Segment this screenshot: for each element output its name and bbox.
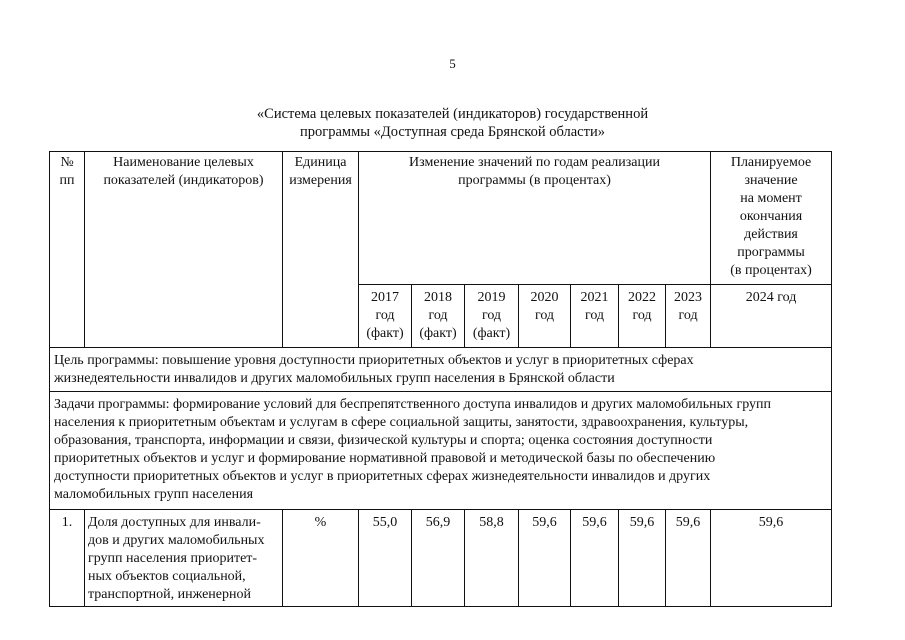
header-plan-line-2: значение	[744, 173, 798, 188]
year-fact: (факт)	[472, 326, 511, 341]
indicator-name-line-1: Доля доступных для инвали-	[88, 515, 261, 530]
value-2017: 55,0	[359, 510, 412, 607]
year-fact: (факт)	[419, 326, 457, 341]
value-2019: 58,8	[465, 510, 519, 607]
goal-text	[50, 348, 832, 392]
header-plan-line-4: окончания	[739, 209, 803, 224]
value-2018: 56,9	[412, 510, 465, 607]
header-name-line-1: Наименование целевых	[113, 155, 254, 170]
goal-line-1: Цель программы: повышение уровня доступности приоритетных объектов и услуг в приоритетных сферах	[54, 353, 694, 368]
year-word: год	[678, 308, 698, 323]
year-label: 2021	[580, 290, 609, 305]
year-2022	[619, 285, 666, 348]
header-unit-line-2: измерения	[289, 173, 352, 188]
header-plan-line-5: действия	[744, 227, 798, 242]
document-title	[0, 105, 905, 141]
header-unit-line-1: Единица	[294, 155, 347, 170]
indicators-table	[49, 151, 832, 607]
header-plan-line-3: на момент	[740, 191, 802, 206]
year-word: год	[534, 308, 555, 323]
header-unit	[283, 152, 359, 348]
table-row	[50, 510, 832, 607]
value-2024-final: 59,6	[711, 510, 832, 607]
year-label: 2022	[628, 290, 656, 305]
tasks-line-2: населения к приоритетным объектам и услугам в сфере социальной защиты, занятости, здравоохранения, культуры,	[54, 415, 749, 430]
year-label: 2020	[530, 290, 559, 305]
tasks-line-1: Задачи программы: формирование условий для беспрепятственного доступа инвалидов и других маломобильных групп	[54, 397, 772, 412]
value-2023: 59,6	[666, 510, 711, 607]
goal-row	[50, 348, 832, 392]
unit-cell: %	[283, 510, 359, 607]
year-2019	[465, 285, 519, 348]
value-2022: 59,6	[619, 510, 666, 607]
header-plan-line-7: (в процентах)	[730, 263, 812, 278]
year-2018	[412, 285, 465, 348]
indicator-name-line-4: ных объектов социальной,	[88, 569, 246, 584]
value-2021: 59,6	[571, 510, 619, 607]
year-word: год	[632, 308, 652, 323]
year-label: 2019	[477, 290, 506, 305]
year-label: 2018	[424, 290, 452, 305]
tasks-line-5: доступности приоритетных объектов и услуг в приоритетных сферах жизнедеятельности инвалидов и других	[54, 469, 711, 484]
header-change-line-2: программы (в процентах)	[458, 173, 611, 188]
value-2020: 59,6	[519, 510, 571, 607]
title-line-1: «Система целевых показателей (индикаторов) государственной	[256, 106, 649, 122]
year-2017	[359, 285, 412, 348]
tasks-row	[50, 392, 832, 510]
goal-line-2: жизнедеятельности инвалидов и других маломобильных групп населения в Брянской области	[54, 371, 615, 386]
year-2020	[519, 285, 571, 348]
header-name	[85, 152, 283, 348]
title-line-2: программы «Доступная среда Брянской области»	[300, 124, 605, 140]
indicator-name-line-2: дов и других маломобильных	[88, 533, 265, 548]
header-name-line-2: показателей (индикаторов)	[103, 173, 264, 188]
header-no: № пп	[50, 152, 85, 348]
header-row-1	[50, 152, 832, 285]
header-plan-line-1: Планируемое	[730, 155, 812, 170]
page-number: 5	[449, 56, 456, 71]
year-word: год	[428, 308, 448, 323]
year-word: год	[375, 308, 395, 323]
indicator-name-line-5: транспортной, инженерной	[88, 587, 251, 602]
tasks-text	[50, 392, 832, 510]
tasks-line-6: маломобильных групп населения	[54, 487, 254, 502]
year-fact: (факт)	[366, 326, 404, 341]
year-word: год	[481, 308, 502, 323]
year-2021	[571, 285, 619, 348]
year-2024-final: 2024 год	[711, 285, 832, 348]
tasks-line-4: приоритетных объектов и услуг и формирование нормативной правовой и методической базы по обеспечению	[54, 451, 716, 466]
tasks-line-3: образования, транспорта, информации и связи, физической культуры и спорта; оценка состояния доступности	[54, 433, 713, 448]
year-label: 2017	[371, 290, 399, 305]
header-plan-line-6: программы	[737, 245, 805, 260]
row-number: 1.	[50, 510, 85, 607]
header-change-line-1: Изменение значений по годам реализации	[409, 155, 660, 170]
year-word: год	[584, 308, 605, 323]
year-2023	[666, 285, 711, 348]
indicator-name	[85, 510, 283, 607]
header-plan	[711, 152, 832, 285]
indicator-name-line-3: групп населения приоритет-	[88, 551, 258, 566]
header-change	[359, 152, 711, 285]
year-label: 2023	[674, 290, 703, 305]
